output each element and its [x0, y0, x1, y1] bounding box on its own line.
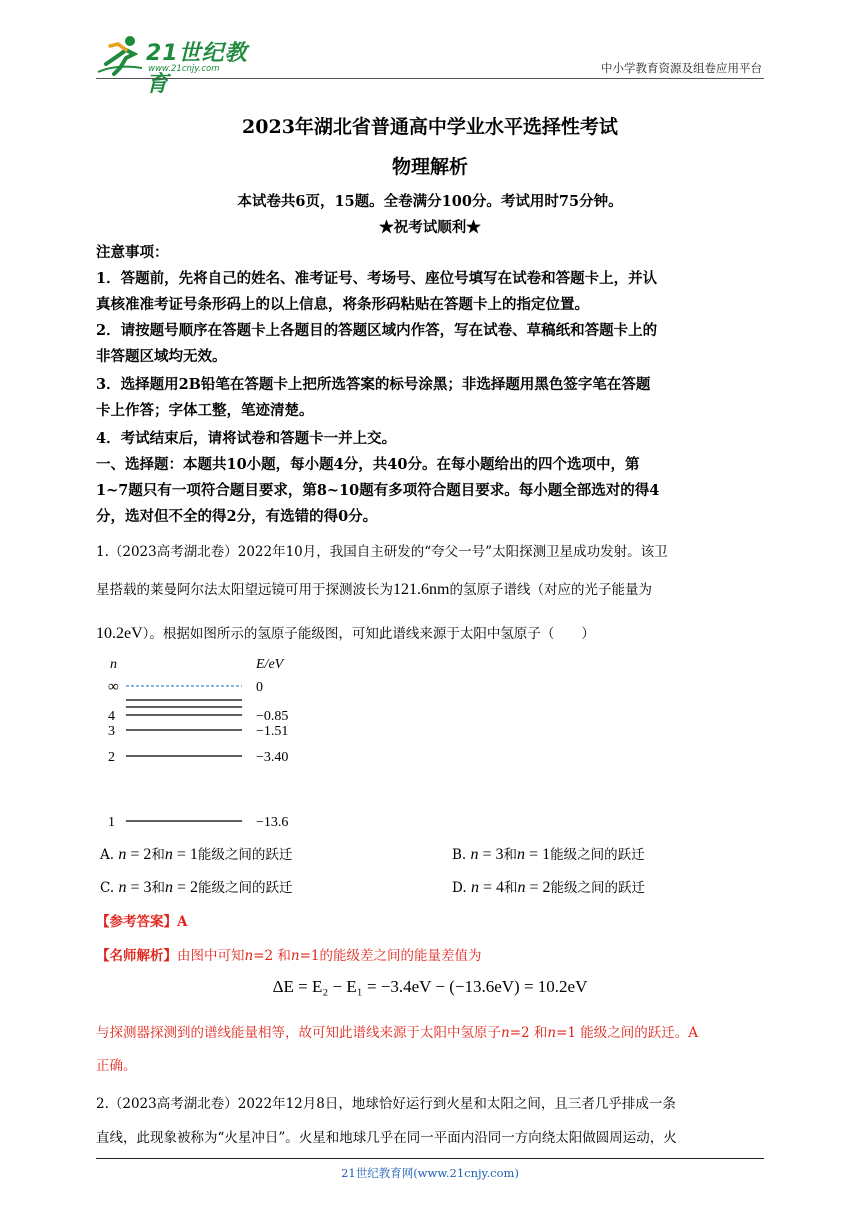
option-d [452, 876, 645, 897]
footer-link[interactable]: 21世纪教育网(www.21cnjy.com) [341, 1166, 519, 1180]
analysis-label: 【名师解析】 [96, 948, 177, 964]
option-d-n2: n [517, 879, 526, 896]
q1-line-1: 1.（2023高考湖北卷）2022年10月，我国自主研发的“夸父一号”太阳探测卫星成功发射。该卫 [96, 544, 668, 560]
option-a-and: 和 [151, 847, 165, 863]
option-b-label: B. [452, 847, 467, 863]
q1-text-a: 星搭载的莱曼阿尔法太阳望远镜可用于探测波长为 [96, 582, 393, 598]
conclusion-text-a: 与探测器探测到的谱线能量相等，故可知此谱线来源于太阳中氢原子 [96, 1025, 501, 1041]
level-n-3: 3 [108, 724, 115, 739]
conclusion-n2: n [547, 1025, 557, 1041]
note-1b: 真核准准考证号条形码上的以上信息，将条形码粘贴在答题卡上的指定位置。 [96, 296, 589, 313]
level-e-inf: 0 [256, 680, 263, 695]
option-b-tail: 能级之间的跃迁 [550, 847, 645, 863]
option-c-n2: n [164, 879, 173, 896]
option-b-and: 和 [503, 847, 518, 863]
notes-heading: 注意事项： [96, 244, 169, 261]
conclusion-line-2: 正确。 [96, 1058, 137, 1074]
analysis-text-a: 由图中可知 [177, 948, 245, 964]
option-a-label: A. [100, 847, 115, 863]
q2-line-2: 直线，此现象被称为“火星冲日”。火星和地球几乎在同一平面内沿同一方向绕太阳做圆周运动，火 [96, 1130, 677, 1146]
analysis-n1: n [244, 948, 254, 964]
note-2b: 非答题区域均无效。 [96, 348, 227, 365]
note-4: 4．考试结束后，请将试卷和答题卡一并上交。 [96, 430, 397, 447]
level-n-4: 4 [108, 709, 115, 724]
q1-line-3 [96, 622, 764, 643]
exam-title: 2023年湖北省普通高中学业水平选择性考试 [242, 116, 618, 138]
energy-equation: ΔE = E₂ − E₁ = −3.4eV − (−13.6eV) = 10.2eV [272, 977, 588, 996]
q1-text-b: 的氢原子谱线（对应的光子能量为 [449, 582, 652, 598]
note-2a: 2．请按题号顺序在答题卡上各题目的答题区域内作答，写在试卷、草稿纸和答题卡上的 [96, 322, 658, 339]
option-c-label: C. [100, 880, 115, 896]
level-e-4: −0.85 [256, 709, 289, 724]
option-d-tail: 能级之间的跃迁 [550, 880, 645, 896]
note-1a: 1．答题前，先将自己的姓名、准考证号、考场号、座位号填写在试卷和答题卡上，并认 [96, 270, 658, 287]
site-logo [96, 34, 266, 97]
header-divider [96, 78, 764, 79]
option-d-and: 和 [503, 880, 518, 896]
option-a-tail: 能级之间的跃迁 [197, 847, 293, 863]
level-e-1: −13.6 [256, 815, 289, 830]
q1-line-2 [96, 578, 764, 599]
conclusion-v1: =2 和 [509, 1025, 548, 1041]
conclusion-line [96, 1021, 764, 1041]
option-a-v1: = 2 [126, 846, 152, 863]
energy-level-diagram [100, 652, 320, 837]
option-a-n2: n [164, 846, 173, 863]
option-c [100, 876, 293, 897]
section-line-3: 分，选对但不全的得2分，有选错的得0分。 [96, 508, 378, 525]
level-e-3: −1.51 [256, 724, 289, 739]
option-d-label: D. [452, 880, 467, 896]
option-d-v2: = 2 [525, 879, 551, 896]
logo-url: www.21cnjy.com [148, 64, 220, 74]
option-d-v1: = 4 [478, 879, 504, 896]
option-a-v2: = 1 [172, 846, 198, 863]
section-line-2: 1~7题只有一项符合题目要求，第8~10题有多项符合题目要求。每小题全部选对的得4 [96, 482, 660, 499]
conclusion-v2: =1 能级之间的跃迁。A [556, 1025, 699, 1041]
option-b-v2: = 1 [525, 846, 551, 863]
photon-energy-value: 10.2eV [96, 625, 143, 642]
option-c-and: 和 [151, 880, 165, 896]
q1-text-c: ）。根据如图所示的氢原子能级图，可知此谱线来源于太阳中氢原子（ ） [142, 626, 595, 642]
exam-blessing: ★祝考试顺利★ [379, 219, 481, 236]
analysis-line [96, 944, 764, 964]
option-a [100, 843, 292, 864]
e-axis-label [255, 657, 285, 672]
level-e-2: −3.40 [256, 750, 289, 765]
exam-info: 本试卷共6页，15题。全卷满分100分。考试用时75分钟。 [237, 193, 623, 210]
option-c-n1: n [118, 879, 127, 896]
runner-icon [96, 34, 144, 78]
option-b-n2: n [517, 846, 526, 863]
option-b-v1: = 3 [478, 846, 504, 863]
level-n-inf: ∞ [108, 679, 119, 695]
option-a-n1: n [118, 846, 127, 863]
analysis-v2: =1 [299, 948, 320, 964]
conclusion-n1: n [501, 1025, 510, 1041]
analysis-n2: n [290, 948, 300, 964]
answer-reference: 【参考答案】A [96, 914, 188, 930]
e-axis-label-text: E/eV [256, 657, 284, 672]
footer-divider [96, 1158, 764, 1159]
note-3b: 卡上作答；字体工整，笔迹清楚。 [96, 402, 314, 419]
option-c-tail: 能级之间的跃迁 [198, 880, 293, 896]
option-b-n1: n [470, 846, 479, 863]
logo-text: 21世纪教育 [146, 41, 248, 97]
level-n-1: 1 [108, 815, 115, 830]
analysis-text-b: 的能级差之间的能量差值为 [319, 948, 482, 964]
option-b [452, 843, 645, 864]
n-axis-label: n [110, 657, 117, 672]
section-line-1: 一、选择题：本题共10小题，每小题4分，共40分。在每小题给出的四个选项中，第 [96, 456, 640, 473]
option-d-n1: n [470, 879, 479, 896]
note-3a: 3．选择题用2B铅笔在答题卡上把所选答案的标号涂黑；非选择题用黑色签字笔在答题 [96, 376, 651, 393]
analysis-v1: =2 和 [253, 948, 291, 964]
exam-subject: 物理解析 [391, 156, 468, 178]
wavelength-value: 121.6nm [393, 581, 450, 598]
q2-line-1: 2.（2023高考湖北卷）2022年12月8日，地球恰好运行到火星和太阳之间，且三者几乎排成一条 [96, 1096, 676, 1112]
option-c-v1: = 3 [126, 879, 152, 896]
platform-name: 中小学教育资源及组卷应用平台 [601, 61, 762, 75]
level-n-2: 2 [108, 750, 115, 765]
option-c-v2: = 2 [172, 879, 198, 896]
